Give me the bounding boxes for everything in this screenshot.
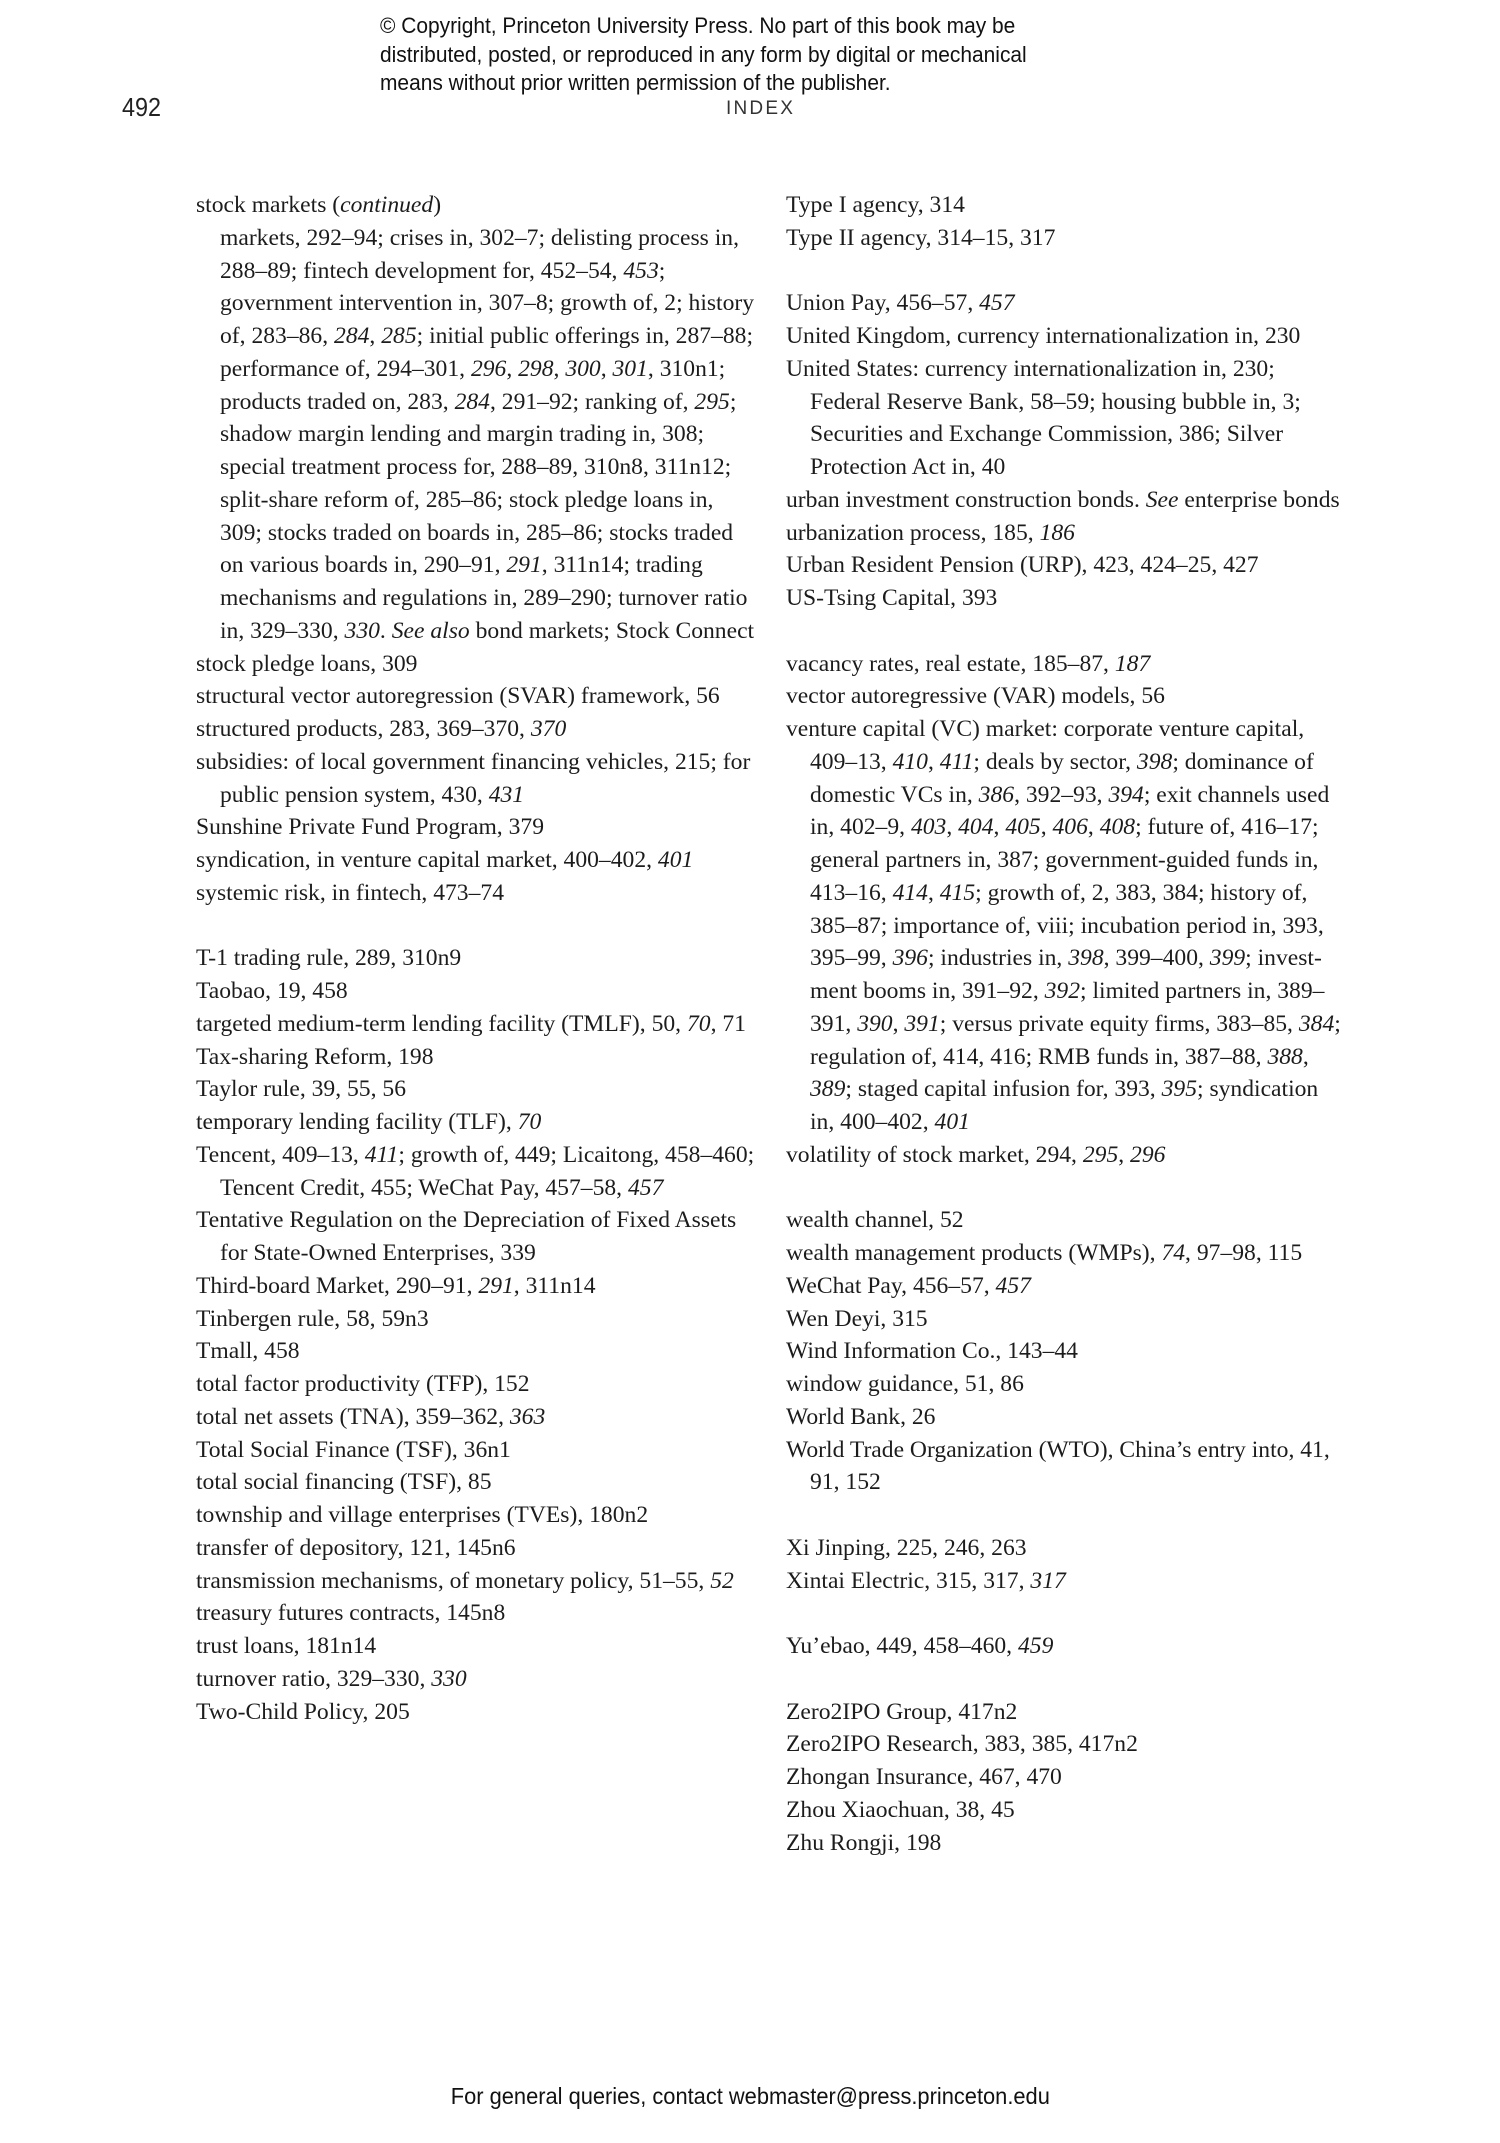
index-locator-italic: 291 bbox=[478, 1272, 514, 1299]
index-entry bbox=[786, 1827, 1346, 1860]
index-entry bbox=[196, 811, 756, 844]
index-text: subsidies: of local government financing vehicles, 215; for public pension system, 430, bbox=[196, 748, 751, 808]
index-text: Sunshine Private Fund Program, 379 bbox=[196, 814, 544, 841]
index-text: World Trade Organization (WTO), China’s entry into, 41, 91, 152 bbox=[786, 1436, 1330, 1496]
index-locator-italic: 330 bbox=[431, 1665, 467, 1692]
index-locator-italic: 386 bbox=[978, 781, 1015, 808]
index-text: structured products, 283, 369–370, bbox=[196, 716, 531, 742]
index-locator-italic: See bbox=[1145, 486, 1179, 513]
index-entry bbox=[786, 189, 1346, 222]
footer-text: For general queries, contact webmaster@press.princeton.edu bbox=[450, 2083, 1050, 2109]
index-text: WeChat Pay, 456–57, bbox=[786, 1272, 996, 1299]
index-text: United States: currency internationalization in, 230; Federal Reserve Bank, 58–59; housing bubble in, 3; Securities and Exchange Commission, 386; Silver Protection Act in, 40 bbox=[786, 355, 1301, 480]
index-entry bbox=[196, 844, 756, 877]
index-text: , bbox=[553, 355, 566, 382]
index-text: ; initial public offerings in, 287–88; performance of, 294–301, bbox=[220, 323, 754, 382]
index-text: transmission mechanisms, of monetary policy, 51–55, bbox=[196, 1567, 711, 1594]
index-locator-italic: 411 bbox=[939, 748, 974, 775]
index-locator-italic: 414 bbox=[892, 879, 928, 906]
index-locator-italic: 410 bbox=[892, 748, 928, 775]
index-entry bbox=[196, 680, 756, 713]
index-text: urban investment construction bonds. bbox=[786, 486, 1146, 513]
index-text: syndication, in venture capital market, 400–402, bbox=[196, 847, 658, 873]
index-text: wealth channel, 52 bbox=[786, 1207, 964, 1234]
index-entry bbox=[786, 713, 1346, 1139]
index-locator-italic: 317 bbox=[1030, 1567, 1066, 1594]
index-entry bbox=[786, 1335, 1346, 1368]
index-entry bbox=[196, 1204, 756, 1270]
index-entry bbox=[196, 1368, 756, 1401]
index-entry bbox=[196, 1401, 756, 1434]
index-locator-italic: 398 bbox=[1136, 748, 1173, 775]
index-locator-italic: 370 bbox=[530, 716, 567, 742]
index-text: urbanization process, 185, bbox=[786, 519, 1040, 546]
index-locator-italic: 394 bbox=[1108, 781, 1144, 808]
index-text: Zhou Xiaochuan, 38, 45 bbox=[786, 1796, 1015, 1823]
index-text: ) bbox=[433, 192, 442, 218]
index-entry bbox=[786, 680, 1346, 713]
index-text: systemic risk, in fintech, 473–74 bbox=[196, 879, 504, 906]
index-entry bbox=[196, 1597, 756, 1630]
index-locator-italic: 284 bbox=[454, 388, 490, 415]
index-text: stock markets ( bbox=[196, 192, 341, 218]
index-locator-italic: 295 bbox=[1082, 1141, 1119, 1168]
index-locator-italic: 52 bbox=[710, 1567, 734, 1594]
index-text: , bbox=[1118, 1141, 1131, 1168]
index-locator-italic: 392 bbox=[1044, 978, 1081, 1004]
index-text: Tinbergen rule, 58, 59n3 bbox=[196, 1305, 429, 1332]
index-text: structural vector autoregression (SVAR) framework, 56 bbox=[196, 683, 720, 710]
index-text: Xi Jinping, 225, 246, 263 bbox=[786, 1534, 1027, 1561]
index-text: , bbox=[927, 748, 940, 775]
index-text: ; growth of, 2, 383, 384; history of, 385–87; importance of, viii; incubation period in, 393, 395–99, bbox=[810, 879, 1324, 972]
index-locator-italic: 186 bbox=[1039, 519, 1075, 546]
index-text: Zero2IPO Research, 383, 385, 417n2 bbox=[786, 1731, 1138, 1758]
index-locator-italic: 457 bbox=[995, 1272, 1031, 1299]
index-entry bbox=[196, 1270, 756, 1303]
index-text: ; investment booms in, 391–92, bbox=[810, 945, 1322, 1004]
index-entry bbox=[196, 1106, 756, 1139]
index-text: total net assets (TNA), 359–362, bbox=[196, 1403, 510, 1430]
index-entry bbox=[196, 975, 756, 1008]
index-locator-italic: 395 bbox=[1161, 1076, 1197, 1103]
index-text: township and village enterprises (TVEs), 180n2 bbox=[196, 1502, 649, 1528]
index-locator-italic: 363 bbox=[509, 1403, 546, 1430]
index-entry bbox=[196, 189, 756, 222]
index-locator-italic: 74 bbox=[1161, 1240, 1186, 1266]
index-text: ; exit channels used in, 402–9, bbox=[810, 781, 1330, 841]
index-text: Tentative Regulation on the Depreciation of Fixed Assets for State-Owned Enterprises, 339 bbox=[196, 1207, 737, 1266]
index-text: ; industries in, bbox=[927, 945, 1069, 972]
index-entry bbox=[786, 1204, 1346, 1237]
index-column-left bbox=[196, 189, 756, 1728]
index-text: ; regulation of, 414, 416; RMB funds in, 387–88, bbox=[810, 1010, 1341, 1070]
index-text: venture capital (VC) market: corporate venture capital, 409–13, bbox=[786, 716, 1305, 775]
index-text: ; deals by sector, bbox=[973, 748, 1137, 775]
index-text: , 291–92; ranking of, bbox=[489, 388, 695, 415]
index-text: Urban Resident Pension (URP), 423, 424–25, 427 bbox=[786, 552, 1259, 579]
index-text: , 311n14; trading mechanisms and regulations in, 289–290; turnover ratio in, 329–330, bbox=[220, 552, 748, 644]
index-text: US-Tsing Capital, 393 bbox=[786, 585, 998, 611]
index-entry bbox=[786, 517, 1346, 550]
index-text: Taobao, 19, 458 bbox=[196, 978, 348, 1004]
index-entry bbox=[786, 1368, 1346, 1401]
index-text: wealth management products (WMPs), bbox=[786, 1240, 1162, 1266]
index-entry bbox=[196, 1696, 756, 1729]
index-text: vacancy rates, real estate, 185–87, bbox=[786, 650, 1115, 677]
index-column-right bbox=[786, 189, 1346, 1859]
index-text: , 310n1; products traded on, 283, bbox=[220, 355, 726, 415]
running-head: INDEX bbox=[726, 98, 796, 119]
index-entry bbox=[196, 1532, 756, 1565]
index-text: Third-board Market, 290–91, bbox=[196, 1272, 479, 1299]
index-locator-italic: 284 bbox=[334, 323, 370, 349]
index-locator-italic: 457 bbox=[627, 1174, 664, 1201]
index-text: , 97–98, 115 bbox=[1185, 1240, 1303, 1266]
index-locator-italic: 391 bbox=[904, 1010, 940, 1037]
index-entry bbox=[196, 1630, 756, 1663]
index-text: , 311n14 bbox=[513, 1272, 596, 1299]
index-entry bbox=[786, 222, 1346, 255]
index-text: . bbox=[379, 617, 392, 644]
index-entry bbox=[196, 1073, 756, 1106]
index-entry bbox=[196, 1335, 756, 1368]
index-locator-italic: 298 bbox=[518, 355, 554, 382]
index-text: , bbox=[927, 879, 940, 906]
index-entry bbox=[196, 713, 756, 746]
index-text: , bbox=[993, 814, 1006, 841]
index-locator-italic: 404 bbox=[958, 814, 994, 841]
index-text: markets, 292–94; crises in, 302–7; delisting process in, 288–89; fintech development for, 452–54, bbox=[220, 224, 739, 284]
index-text: , bbox=[1087, 814, 1100, 841]
index-locator-italic: 398 bbox=[1068, 945, 1104, 972]
index-entry bbox=[196, 942, 756, 975]
index-text: , bbox=[1040, 814, 1053, 841]
index-text: Zero2IPO Group, 417n2 bbox=[786, 1698, 1018, 1725]
index-locator-italic: 296 bbox=[1130, 1141, 1166, 1168]
index-text: ; dominance of domestic VCs in, bbox=[810, 748, 1314, 808]
index-entry bbox=[786, 320, 1346, 353]
index-locator-italic: 70 bbox=[686, 1010, 711, 1037]
index-locator-italic: 295 bbox=[694, 388, 730, 415]
index-text: window guidance, 51, 86 bbox=[786, 1371, 1024, 1397]
index-text: , 399–400, bbox=[1103, 945, 1210, 972]
index-locator-italic: 291 bbox=[506, 552, 542, 579]
index-text: Tax-sharing Reform, 198 bbox=[196, 1043, 434, 1070]
index-text: volatility of stock market, 294, bbox=[786, 1141, 1083, 1168]
index-entry bbox=[196, 746, 756, 812]
index-text: targeted medium-term lending facility (TMLF), 50, bbox=[196, 1010, 687, 1037]
index-entry bbox=[786, 1434, 1346, 1500]
index-entry bbox=[786, 484, 1346, 517]
copyright-line: © Copyright, Princeton University Press. No part of this book may be bbox=[380, 13, 1016, 38]
index-entry bbox=[196, 1008, 756, 1041]
footer-contact bbox=[0, 2083, 1500, 2110]
index-entry bbox=[196, 1434, 756, 1467]
index-text: ; versus private equity firms, 383–85, bbox=[939, 1010, 1299, 1037]
index-text: , bbox=[600, 355, 613, 382]
index-entry bbox=[786, 1696, 1346, 1729]
index-text: turnover ratio, 329–330, bbox=[196, 1665, 432, 1692]
index-entry bbox=[196, 1466, 756, 1499]
index-locator-italic: 399 bbox=[1209, 945, 1246, 972]
index-text: ; future of, 416–17; general partners in, 387; government-guided funds in, 413–16, bbox=[810, 814, 1319, 906]
index-text: ; growth of, 449; Licaitong, 458–460; Tencent Credit, 455; WeChat Pay, 457–58, bbox=[220, 1141, 755, 1201]
index-entry bbox=[196, 1041, 756, 1074]
index-entry bbox=[786, 287, 1346, 320]
index-text: treasury futures contracts, 145n8 bbox=[196, 1600, 506, 1627]
index-text: Wind Information Co., 143–44 bbox=[786, 1338, 1078, 1365]
index-locator-italic: 396 bbox=[892, 945, 928, 972]
index-text: , bbox=[506, 355, 519, 382]
index-entry bbox=[196, 877, 756, 910]
index-locator-italic: 457 bbox=[979, 290, 1015, 317]
index-locator-italic: 296 bbox=[470, 355, 507, 382]
index-text: Tmall, 458 bbox=[196, 1338, 300, 1365]
index-text: ; limited partners in, 389–391, bbox=[810, 978, 1325, 1037]
index-entry bbox=[786, 1565, 1346, 1598]
index-entry bbox=[196, 1499, 756, 1532]
index-entry bbox=[196, 1663, 756, 1696]
index-text: ; government intervention in, 307–8; growth of, 2; history of, 283–86, bbox=[220, 257, 755, 349]
index-locator-italic: 406 bbox=[1052, 814, 1088, 841]
index-entry bbox=[786, 1532, 1346, 1565]
index-text: Total Social Finance (TSF), 36n1 bbox=[196, 1436, 511, 1463]
index-locator-italic: 411 bbox=[364, 1141, 399, 1168]
index-text: Taylor rule, 39, 55, 56 bbox=[196, 1076, 406, 1103]
index-entry bbox=[786, 648, 1346, 681]
index-locator-italic: 330 bbox=[344, 617, 380, 644]
index-locator-italic: 403 bbox=[910, 814, 947, 841]
index-locator-italic: 408 bbox=[1099, 814, 1136, 841]
index-text: , bbox=[1302, 1043, 1309, 1070]
index-entry bbox=[196, 648, 756, 681]
index-text: Zhongan Insurance, 467, 470 bbox=[786, 1764, 1062, 1790]
index-locator-italic: 384 bbox=[1298, 1010, 1335, 1037]
index-entry bbox=[196, 1139, 756, 1205]
index-text: bond markets; Stock Connect bbox=[469, 617, 755, 644]
index-entry bbox=[196, 1565, 756, 1598]
index-text: temporary lending facility (TLF), bbox=[196, 1109, 518, 1135]
index-text: vector autoregressive (VAR) models, 56 bbox=[786, 683, 1165, 710]
index-locator-italic: 70 bbox=[517, 1109, 542, 1135]
page-number: 492 bbox=[122, 92, 162, 122]
index-locator-italic: 415 bbox=[939, 879, 976, 906]
index-text: , 71 bbox=[710, 1010, 746, 1037]
index-locator-italic: 301 bbox=[612, 355, 648, 382]
index-entry bbox=[786, 1728, 1346, 1761]
index-text: United Kingdom, currency internationalization in, 230 bbox=[786, 323, 1301, 349]
index-entry bbox=[786, 1630, 1346, 1663]
index-locator-italic: See also bbox=[391, 617, 470, 644]
index-entry bbox=[786, 1303, 1346, 1336]
index-text: ; shadow margin lending and margin trading in, 308; special treatment process for, 288–89, 310n8, 311n12; split-share reform of, 285–86; stock pledge loans in, 309; stocks traded on boards in, 285–86; stocks traded on various boards in, 290–91, bbox=[220, 388, 737, 579]
index-entry bbox=[196, 1303, 756, 1336]
index-locator-italic: 401 bbox=[657, 847, 694, 873]
index-text: total social financing (TSF), 85 bbox=[196, 1469, 492, 1496]
index-text: Yu’ebao, 449, 458–460, bbox=[786, 1633, 1018, 1659]
index-text: , 392–93, bbox=[1014, 781, 1109, 808]
index-locator-italic: 459 bbox=[1017, 1633, 1054, 1659]
index-entry bbox=[196, 222, 756, 648]
index-entry bbox=[786, 1237, 1346, 1270]
index-entry bbox=[786, 582, 1346, 615]
copyright-line: means without prior written permission of the publisher. bbox=[380, 70, 891, 95]
index-locator-italic: 390 bbox=[857, 1010, 893, 1037]
index-text: stock pledge loans, 309 bbox=[196, 650, 418, 677]
index-locator-italic: 388 bbox=[1267, 1043, 1303, 1070]
index-entry bbox=[786, 1139, 1346, 1172]
index-text: Tencent, 409–13, bbox=[196, 1141, 365, 1168]
index-locator-italic: 401 bbox=[934, 1109, 970, 1135]
index-locator-italic: 431 bbox=[488, 781, 525, 808]
index-locator-italic: 405 bbox=[1005, 814, 1041, 841]
index-text: Union Pay, 456–57, bbox=[786, 290, 980, 317]
index-text: ; staged capital infusion for, 393, bbox=[845, 1076, 1162, 1103]
index-text: , bbox=[946, 814, 959, 841]
index-text: Wen Deyi, 315 bbox=[786, 1305, 928, 1332]
index-text: Type I agency, 314 bbox=[786, 192, 965, 218]
index-text: transfer of depository, 121, 145n6 bbox=[196, 1534, 516, 1561]
index-text: ; syndication in, 400–402, bbox=[810, 1076, 1319, 1135]
index-locator-italic: 453 bbox=[623, 257, 659, 284]
index-text: , bbox=[892, 1010, 905, 1037]
index-entry bbox=[786, 1270, 1346, 1303]
index-entry bbox=[786, 1794, 1346, 1827]
index-entry bbox=[786, 1761, 1346, 1794]
index-text: enterprise bonds bbox=[1178, 486, 1340, 513]
index-text: World Bank, 26 bbox=[786, 1403, 936, 1430]
index-entry bbox=[786, 1401, 1346, 1434]
index-locator-italic: 187 bbox=[1114, 650, 1151, 677]
index-locator-italic: 285 bbox=[381, 323, 417, 349]
index-entry bbox=[786, 549, 1346, 582]
index-locator-italic: 300 bbox=[565, 355, 601, 382]
index-text: , bbox=[369, 323, 382, 349]
copyright-notice bbox=[380, 12, 1124, 98]
index-text: Zhu Rongji, 198 bbox=[786, 1829, 942, 1856]
index-text: Xintai Electric, 315, 317, bbox=[786, 1567, 1031, 1594]
index-text: trust loans, 181n14 bbox=[196, 1633, 377, 1659]
index-text: total factor productivity (TFP), 152 bbox=[196, 1371, 530, 1397]
index-locator-italic: 389 bbox=[810, 1076, 846, 1103]
copyright-line: distributed, posted, or reproduced in any form by digital or mechanical bbox=[380, 41, 1027, 67]
index-entry bbox=[786, 353, 1346, 484]
index-text: Two-Child Policy, 205 bbox=[196, 1698, 410, 1725]
index-text: Type II agency, 314–15, 317 bbox=[786, 224, 1056, 251]
index-text: T-1 trading rule, 289, 310n9 bbox=[196, 945, 462, 972]
index-locator-italic: continued bbox=[340, 192, 434, 218]
